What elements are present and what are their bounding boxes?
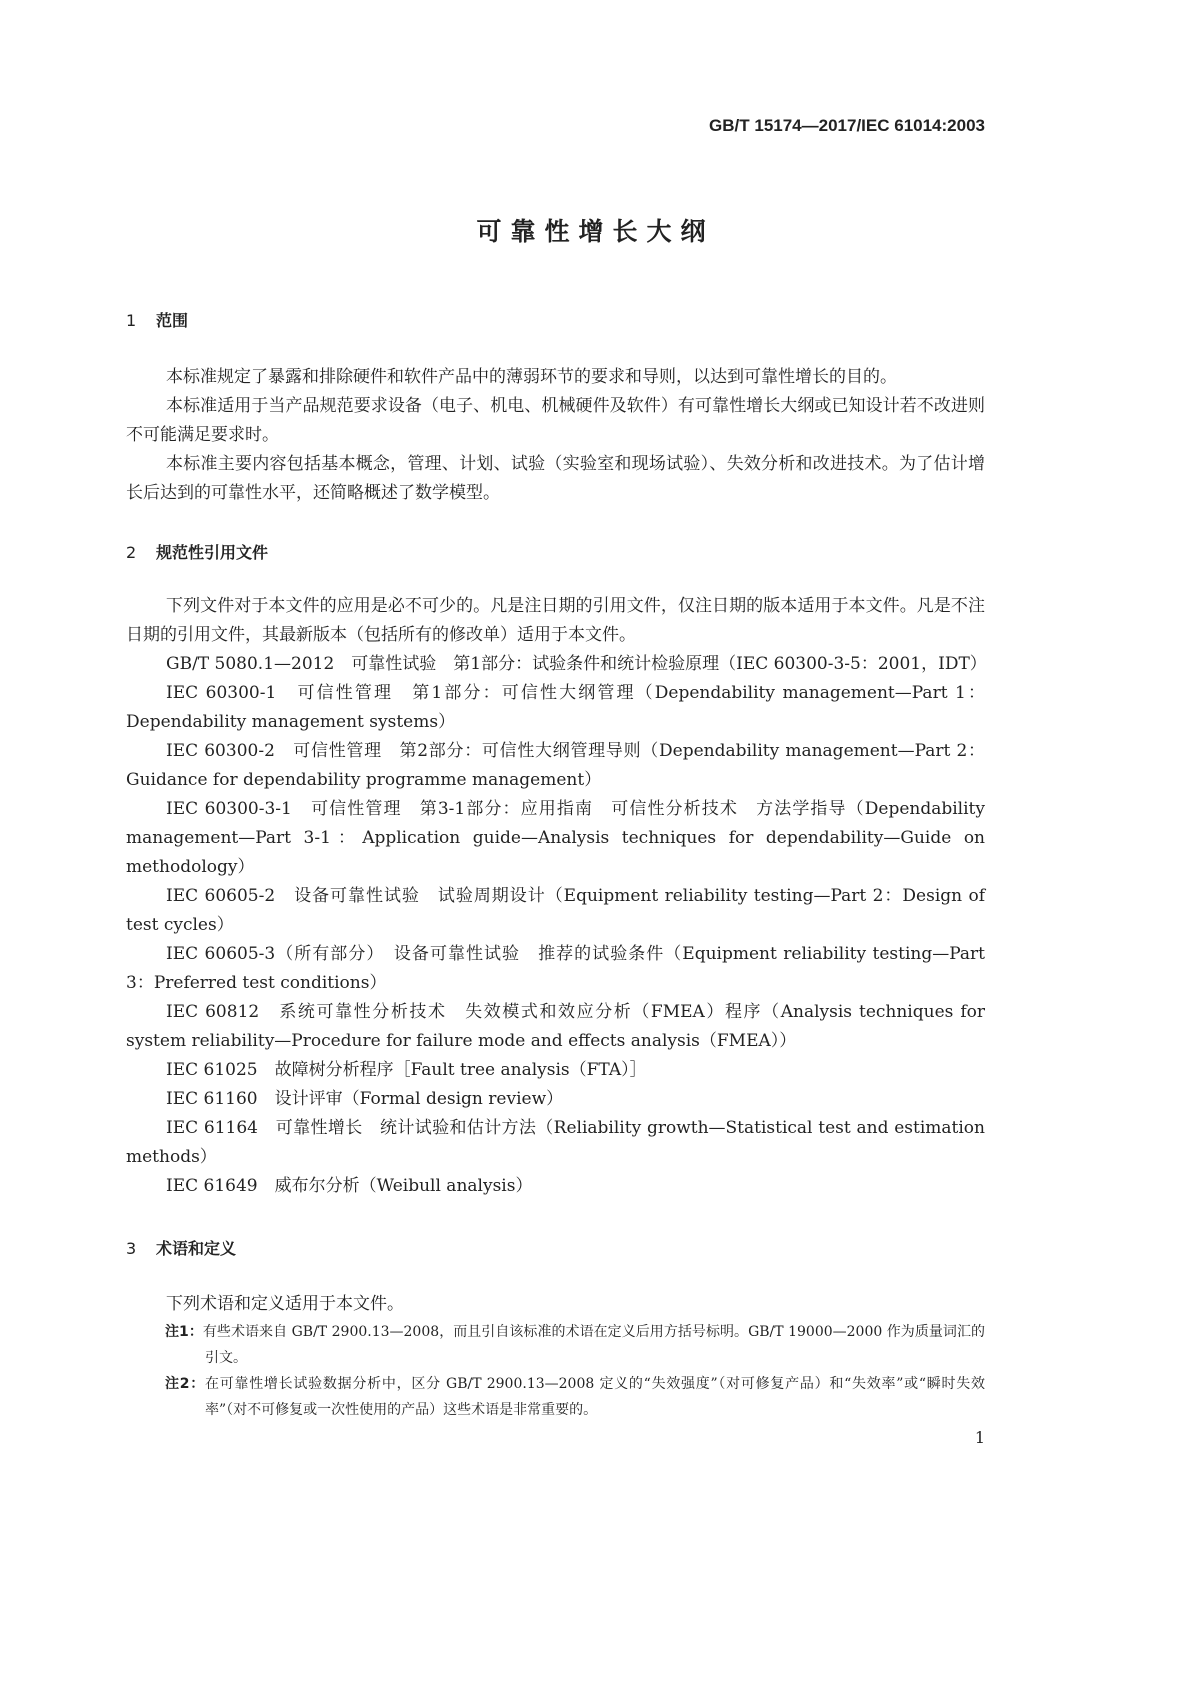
section-1-body xyxy=(126,363,985,508)
paragraph: 本标准规定了暴露和排除硬件和软件产品中的薄弱环节的要求和导则，以达到可靠性增长的目的。 xyxy=(166,367,897,387)
paragraph: 本标准主要内容包括基本概念，管理、计划、试验（实验室和现场试验）、失效分析和改进技术。为了估计增长后达到的可靠性水平，还简略概述了数学模型。 xyxy=(126,454,985,503)
reference-item: IEC 60605-3（所有部分） 设备可靠性试验 推荐的试验条件（Equipment reliability testing—Part 3：Preferred test conditions） xyxy=(126,944,985,993)
reference-item: IEC 61164 可靠性增长 统计试验和估计方法（Reliability growth—Statistical test and estimation methods） xyxy=(126,1118,985,1167)
reference-item: IEC 60300-1 可信性管理 第1部分：可信性大纲管理（Dependability management—Part 1：Dependability management systems） xyxy=(126,683,985,732)
section-1-heading xyxy=(126,308,985,331)
section-3-heading xyxy=(126,1236,985,1259)
section-number: 2 xyxy=(126,543,137,562)
note-1 xyxy=(126,1319,985,1371)
paragraph: 下列术语和定义适用于本文件。 xyxy=(166,1294,404,1314)
reference-item: IEC 60605-2 设备可靠性试验 试验周期设计（Equipment reliability testing—Part 2：Design of test cycles） xyxy=(126,886,985,935)
page-number: 1 xyxy=(974,1428,985,1447)
standard-number: GB/T 15174—2017/IEC 61014:2003 xyxy=(709,116,985,135)
reference-item: IEC 61025 故障树分析程序［Fault tree analysis（FTA）］ xyxy=(166,1060,647,1080)
note-label: 注1： xyxy=(165,1324,203,1340)
section-title: 术语和定义 xyxy=(156,1239,237,1258)
reference-item: IEC 60300-3-1 可信性管理 第3-1部分：应用指南 可信性分析技术 方法学指导（Dependability management—Part 3-1：Application guide—Analysis techniques for dependability—Guide on methodology） xyxy=(126,799,985,877)
document-title: 可靠性增长大纲 xyxy=(476,217,715,246)
reference-item: IEC 60300-2 可信性管理 第2部分：可信性大纲管理导则（Dependability management—Part 2：Guidance for dependability programme management） xyxy=(126,741,985,790)
note-2 xyxy=(126,1371,985,1423)
note-text: 在可靠性增长试验数据分析中，区分 GB/T 2900.13—2008 定义的“失效强度”（对可修复产品）和“失效率”或“瞬时失效率”（对不可修复或一次性使用的产品）这些术语是非常重要的。 xyxy=(204,1376,985,1418)
section-number: 1 xyxy=(126,311,137,330)
paragraph: 本标准适用于当产品规范要求设备（电子、机电、机械硬件及软件）有可靠性增长大纲或已知设计若不改进则不可能满足要求时。 xyxy=(126,396,985,445)
note-text: 有些术语来自 GB/T 2900.13—2008，而且引自该标准的术语在定义后用方括号标明。GB/T 19000—2000 作为质量词汇的引文。 xyxy=(202,1324,985,1366)
section-3-body xyxy=(126,1290,985,1423)
section-number: 3 xyxy=(126,1239,137,1258)
reference-item: IEC 61649 威布尔分析（Weibull analysis） xyxy=(166,1176,533,1196)
reference-item: IEC 61160 设计评审（Formal design review） xyxy=(166,1089,564,1109)
section-2-body xyxy=(126,592,985,1201)
note-label: 注2： xyxy=(165,1376,205,1392)
section-title: 范围 xyxy=(156,311,189,330)
reference-item: IEC 60812 系统可靠性分析技术 失效模式和效应分析（FMEA）程序（Analysis techniques for system reliability—Procedure for failure mode and effects analysis（FMEA）） xyxy=(126,1002,985,1051)
section-2-heading xyxy=(126,540,985,563)
reference-item: GB/T 5080.1—2012 可靠性试验 第1部分：试验条件和统计检验原理（IEC 60300-3-5：2001，IDT） xyxy=(166,654,987,674)
paragraph: 下列文件对于本文件的应用是必不可少的。凡是注日期的引用文件，仅注日期的版本适用于本文件。凡是不注日期的引用文件，其最新版本（包括所有的修改单）适用于本文件。 xyxy=(126,596,985,645)
section-title: 规范性引用文件 xyxy=(156,543,269,562)
